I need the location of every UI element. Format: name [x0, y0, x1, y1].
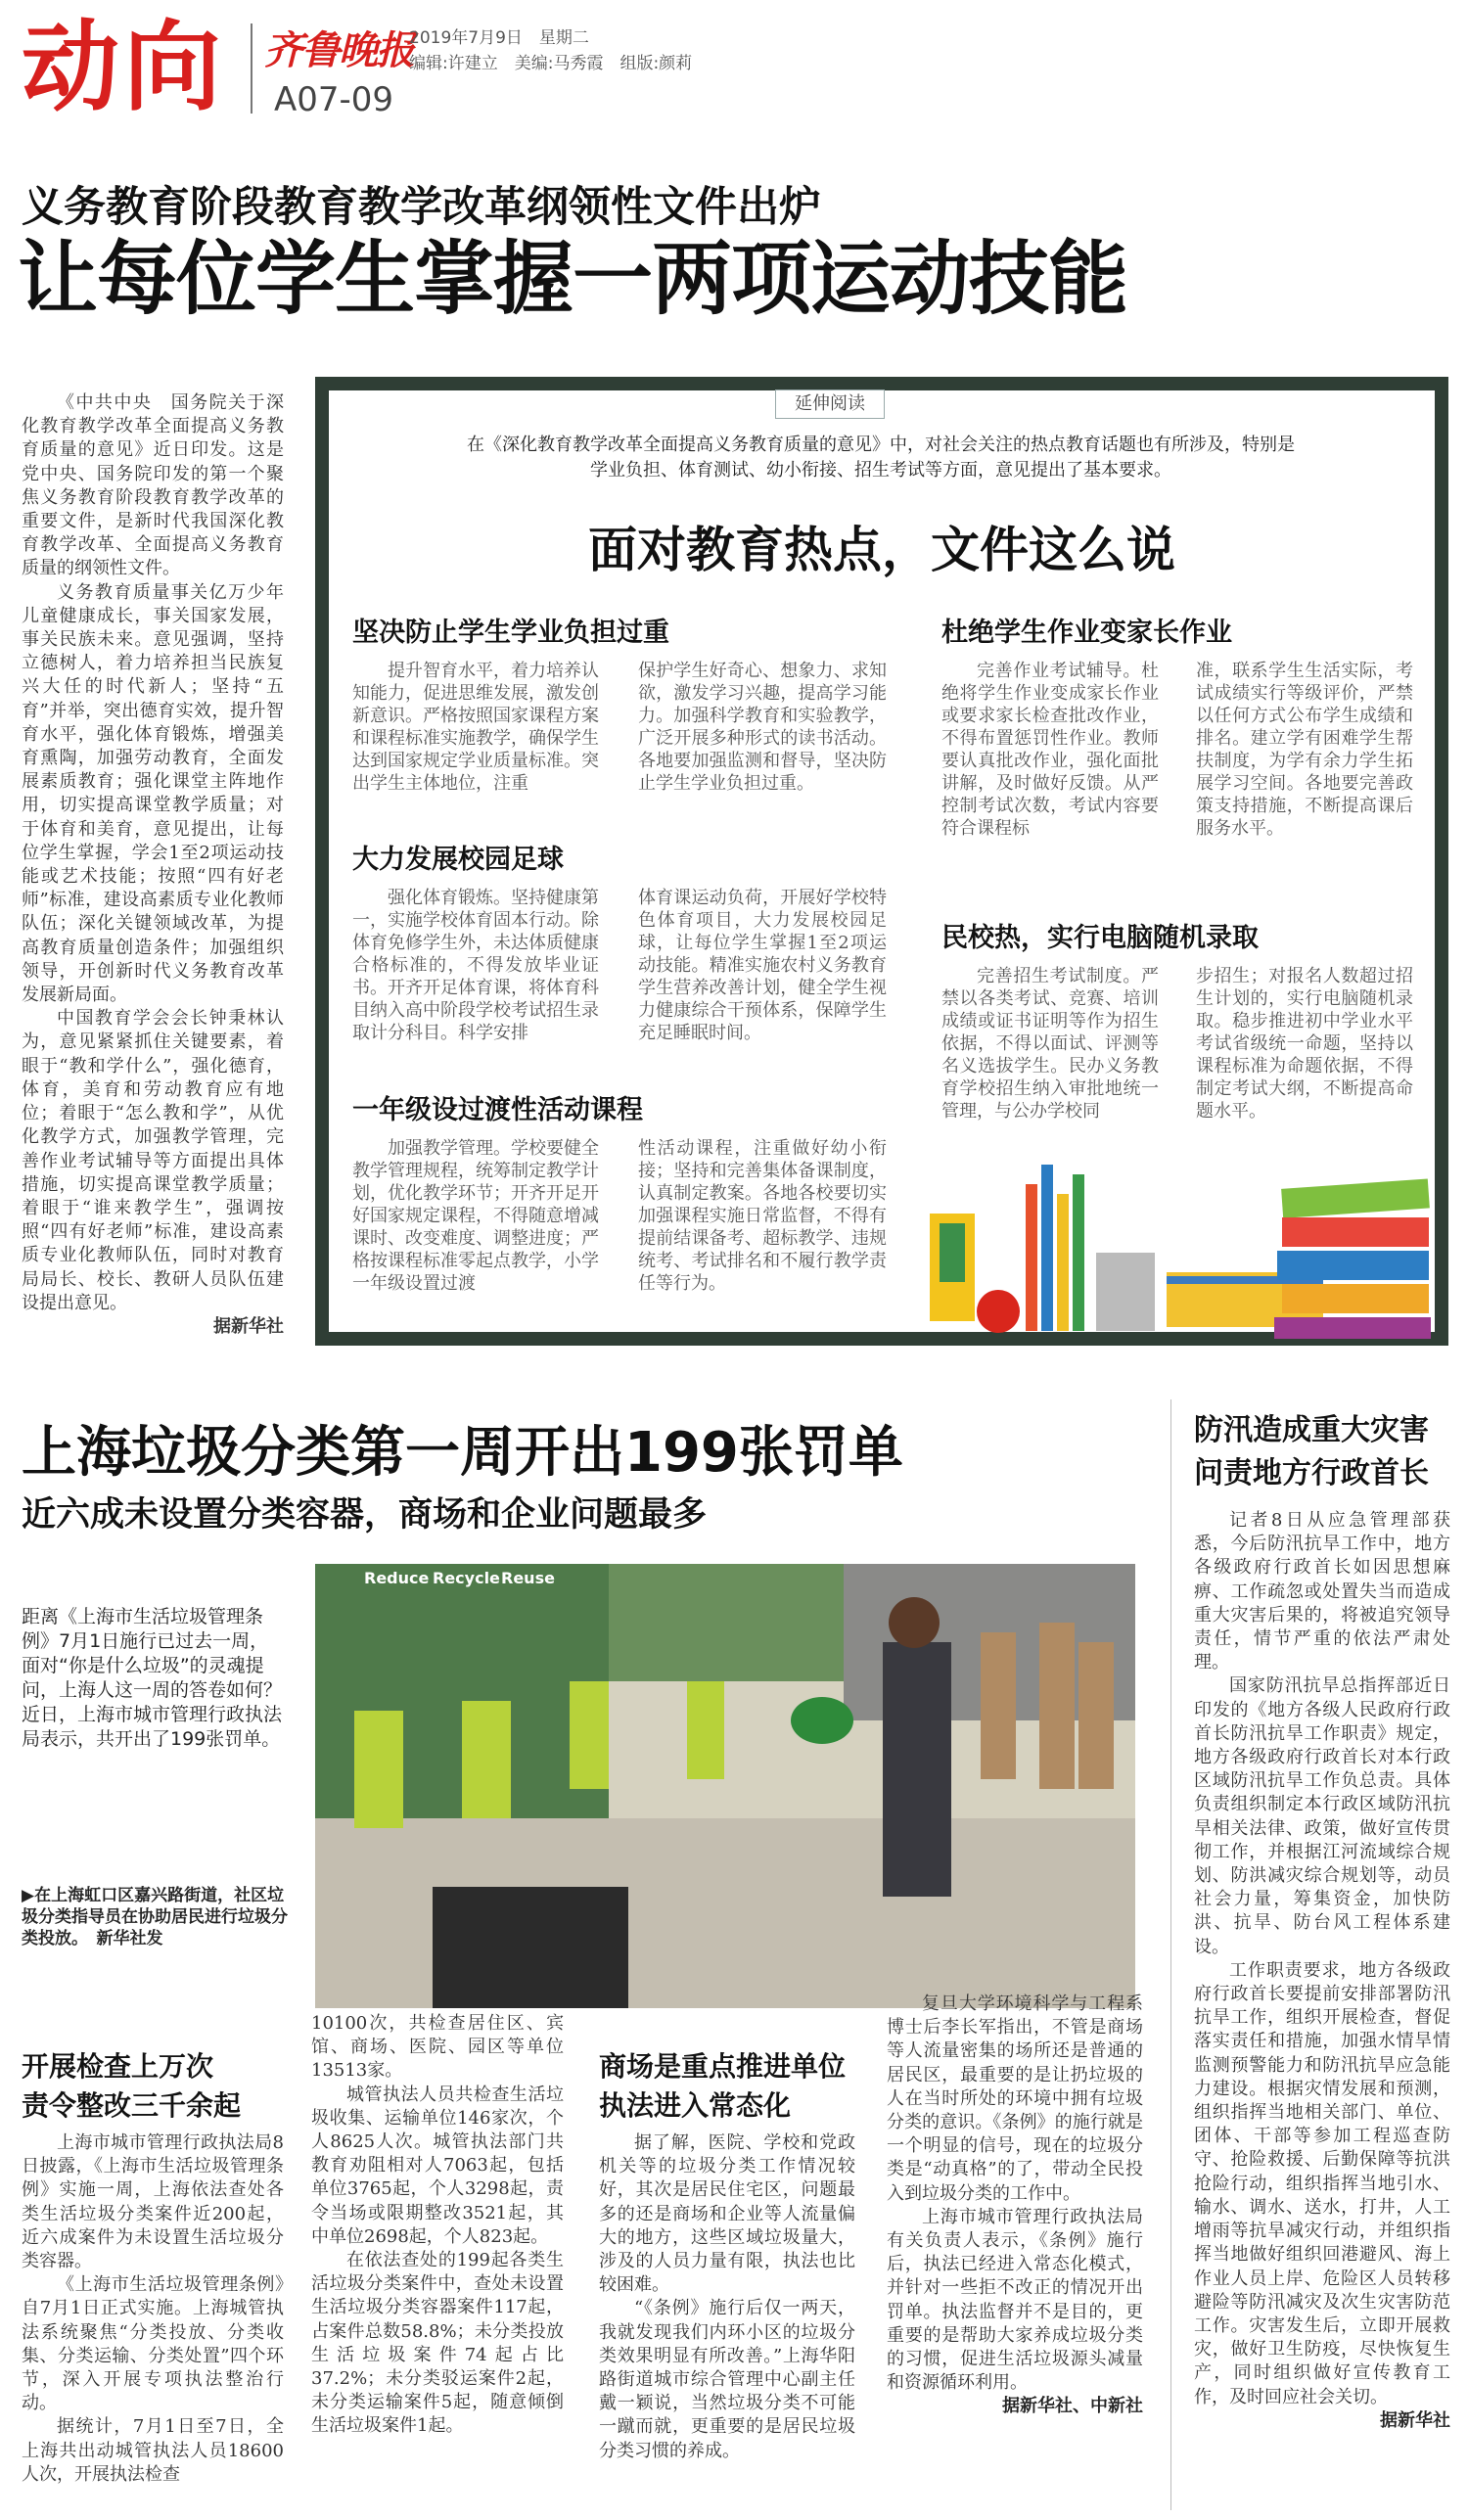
pencil-icon: [1026, 1184, 1037, 1331]
story2-headline: 上海垃圾分类第一周开出199张罚单: [22, 1421, 903, 1485]
section-text: 体育课运动负荷，开展好学校特色体育项目，大力发展校园足球，让每位学生掌握1至2项运动技能。精准实施农村义务教育学生营养改善计划，健全学生视力健康综合干预体系，保障学生充足睡眠时间。: [638, 888, 887, 1043]
recycle-sign: Reduce: [364, 1569, 430, 1587]
story2-credit: 据新华社、中新社: [1002, 2396, 1143, 2417]
school-supplies-illustration: [910, 1155, 1439, 1341]
section-heading: 民校热，实行电脑随机录取: [941, 923, 1259, 953]
story2-paragraph: 《上海市生活垃圾管理条例》自7月1日正式实施。上海城管执法系统聚焦“分类投放、分类收集、分类运输、分类处置”四个环节，深入开展专项执法整治行动。: [22, 2274, 284, 2414]
story3-paragraph: 记者8日从应急管理部获悉，今后防汛抗旱工作中，地方各级政府行政首长如因思想麻痹、工作疏忽或处置失当而造成重大灾害后果的，将被追究领导责任，情节严重的依法严肃处理。: [1194, 1510, 1450, 1673]
section-text: 完善招生考试制度。严禁以各类考试、竞赛、培训成绩或证书证明等作为招生依据，不得以面试、评测等名义选拔学生。民办义务教育学校招生纳入审批地统一管理，与公办学校同: [941, 966, 1159, 1122]
section-text: 保护学生好奇心、想象力、求知欲，激发学习兴趣，提高学习能力。加强科学教育和实验教学，广泛开展多种形式的读书活动。各地要加强监测和督导，坚决防止学生学业负担过重。: [638, 661, 887, 794]
recycle-sign: Recycle: [433, 1569, 500, 1587]
story2-paragraph: 复旦大学环境科学与工程系博士后李长军指出，不管是商场等人流量密集的场所还是普通的居民区，最重要的是让扔垃圾的人在当时所处的环境中拥有垃圾分类的意识。《条例》的施行就是一个明显的信号，现在的垃圾分类是“动真格”的了，带动全民投入到垃圾分类的工作中。: [887, 1993, 1143, 2204]
pencil-icon: [1041, 1165, 1053, 1331]
section-body: [352, 660, 599, 795]
story2-paragraph: 上海市城市管理行政执法局有关负责人表示，《条例》施行后，执法已经进入常态化模式，并针对一些拒不改正的情况开出罚单。执法监督并不是目的，更重要的是帮助大家养成垃圾分类的习惯，促进生活垃圾源头减量和资源循环利用。: [887, 2206, 1143, 2394]
photo-caption: ▶在上海虹口区嘉兴路街道，社区垃圾分类指导员在协助居民进行垃圾分类投放。 新华社发: [22, 1886, 288, 1948]
calculator-icon: [1096, 1253, 1155, 1331]
story3-headline: [1194, 1409, 1429, 1495]
story2-column-c: [599, 2131, 855, 2463]
editor-credits: 编辑:许建立 美编:马秀霞 组版:颜莉: [409, 54, 693, 73]
watermelon-icon: [791, 1697, 853, 1744]
pencil-icon: [1073, 1174, 1084, 1331]
section-body: [352, 1137, 599, 1295]
story2-column-a: [22, 2131, 284, 2487]
section-text: 强化体育锻炼。坚持健康第一，实施学校体育固本行动。除体育免修学生外，未达体质健康合格标准的，不得发放毕业证书。开齐开足体育课，将体育科目纳入高中阶段学校考试招生录取计分科目。科学安排: [352, 888, 599, 1043]
story2-lede: 距离《上海市生活垃圾管理条例》7月1日施行已过去一周，面对“你是什么垃圾”的灵魂提问，上海人这一周的答卷如何？近日，上海市城市管理行政执法局表示，共开出了199张罚单。: [22, 1606, 283, 1750]
book-icon: [1282, 1284, 1429, 1313]
newspaper-logo: 齐鲁晚报: [264, 27, 413, 73]
story1-credit: 据新华社: [213, 1315, 284, 1337]
story2-paragraph: 据统计，7月1日至7日，全上海共出动城管执法人员18600人次，开展执法检查: [22, 2416, 284, 2485]
wall-panel: [609, 1564, 844, 1681]
story2-column-d: [887, 1993, 1143, 2419]
recycle-sign: Reuse: [501, 1569, 555, 1587]
extended-reading-tag: 延伸阅读: [775, 389, 885, 419]
apple-icon: [977, 1290, 1020, 1333]
story2-paragraph: 城管执法人员共检查生活垃圾收集、运输单位146家次，个人8625人次。城管执法部门共教育劝阻相对人7063起，包括单位3765起，个人3298起，责令当场或限期整改3521起，其中单位2698起，个人823起。: [311, 2084, 564, 2247]
section-body: [941, 660, 1159, 840]
story2-subhead-c: [599, 2047, 846, 2126]
story2-subhead-a: [22, 2047, 241, 2126]
book-icon: [1274, 1317, 1431, 1339]
story3-credit: 据新华社: [1380, 2409, 1450, 2431]
section-text: 性活动课程，注重做好幼小衔接；坚持和完善集体备课制度，认真制定教案。各地各校要切实加强课程实施日常监督，不得有提前结课备考、超标教学、违规统考、考试排名和不履行教学责任等行为。: [638, 1138, 887, 1294]
section-body: [638, 1137, 887, 1295]
story1-paragraph: 义务教育质量事关亿万少年儿童健康成长，事关国家发展，事关民族未来。意见强调，坚持立德树人，着力培养担当民族复兴大任的时代新人；坚持“五育”并举，突出德育实效，提升智育水平，强化体育锻炼，增强美育熏陶，加强劳动教育，全面发展素质教育；强化课堂主阵地作用，切实提高课堂教学质量；对于体育和美育，意见提出，让每位学生掌握，学会1至2项运动技能或艺术技能；按照“四有好老师”标准，建设高素质专业化教师队伍；深化关键领域改革，为提高教育质量创造条件；加强组织领导，开创新时代义务教育改革发展新局面。: [22, 581, 284, 1006]
story2-paragraph: 上海市城市管理行政执法局8日披露，《上海市生活垃圾管理条例》实施一周，上海依法查处各类生活垃圾分类案件近200起，近六成案件为未设置生活垃圾分类容器。: [22, 2132, 284, 2272]
section-body: [638, 887, 887, 1044]
publication-date: 2019年7月9日 星期二: [409, 28, 589, 48]
section-text: 加强教学管理。学校要健全教学管理规程，统筹制定教学计划，优化教学环节；开齐开足开好国家规定课程，不得随意增减课时、改变难度、调整进度；严格按课程标准零起点教学，小学一年级设置过渡: [352, 1138, 599, 1294]
bystanders: [981, 1623, 1114, 1789]
story3-headline-line: 防汛造成重大灾害: [1194, 1413, 1429, 1447]
section-title: 动向: [22, 10, 225, 124]
story2-paragraph: “《条例》施行后仅一两天，我就发现我们内环小区的垃圾分类效果明显有所改善。”上海华阳路街道城市综合管理中心副主任戴一颖说，当然垃圾分类不可能一蹴而就，更重要的是居民垃圾分类习惯的养成。: [599, 2298, 855, 2461]
page-number: A07-09: [274, 80, 394, 119]
story2-paragraph: 在依法查处的199起各类生活垃圾分类案件中，查处未设置生活垃圾分类容器案件117起，占案件总数58.8%；未分类投放生活垃圾案件74起占比37.2%；未分类驳运案件2起，未分类运输案件5起，随意倾倒生活垃圾案件1起。: [311, 2250, 564, 2437]
pencil-icon: [1057, 1194, 1069, 1331]
section-body: [1196, 965, 1413, 1123]
section-text: 准，联系学生生活实际，考试成绩实行等级评价，严禁以任何方式公布学生成绩和排名。建立学有困难学生帮扶制度，为学有余力学生拓展学习空间。各地要完善政策支持措施，不断提高课后服务水平。: [1196, 661, 1413, 839]
story2-subheadline: 近六成未设置分类容器，商场和企业问题最多: [22, 1495, 708, 1535]
section-heading: 杜绝学生作业变家长作业: [941, 618, 1232, 648]
news-photo: [315, 1564, 1135, 2008]
story1-body: [22, 391, 284, 1339]
story3-paragraph: 国家防汛抗旱总指挥部近日印发的《地方各级人民政府行政首长防汛抗旱工作职责》规定，地方各级政府行政首长对本行政区域防汛抗旱工作负总责。具体负责组织制定本行政区域防汛抗旱相关法律、政策，做好宣传贯彻工作，并根据江河流域综合规划、防洪减灾综合规划等，动员社会力量，筹集资金，加快防洪、抗旱、防台风工程体系建设。: [1194, 1675, 1450, 1957]
book-icon: [1282, 1217, 1429, 1247]
story3-paragraph: 工作职责要求，地方各级政府行政首长要提前安排部署防汛抗旱工作，组织开展检查，督促落实责任和措施，加强水情旱情监测预警能力和防汛抗旱应急能力建设。根据灾情发展和预测，组织指挥当地相关部门、单位、团体、干部等参加工程巡查防守、抢险救援、后勤保障等抗洪抢险行动，组织指挥当地引水、输水、调水、送水，打井，人工增雨等抗旱减灾行动，并组织指挥当地做好组织回港避风、海上作业人员上岸、危险区人员转移避险等防汛减灾及次生灾害防范工作。灾害发生后，立即开展救灾，做好卫生防疫，尽快恢复生产，同时组织做好宣传教育工作，及时回应社会关切。: [1194, 1959, 1450, 2407]
story2-subhead-c-line: 执法进入常态化: [599, 2089, 792, 2122]
section-heading: 坚决防止学生学业负担过重: [352, 618, 669, 648]
section-body: [1196, 660, 1413, 840]
section-body: [941, 965, 1159, 1123]
trash-bin-icon: [433, 1887, 628, 2008]
book-icon: [1277, 1251, 1429, 1280]
story2-column-b: [311, 2012, 564, 2439]
section-body: [352, 887, 599, 1044]
section-heading: 大力发展校园足球: [352, 845, 564, 875]
story1-paragraph: 中国教育学会会长钟秉林认为，意见紧紧抓住关键要素，着眼于“教和学什么”，强化德育，体育，美育和劳动教育应有地位；着眼于“怎么教和学”，从优化教学方式，加强教学管理，完善作业考试辅导等方面提出具体措施，切实提高课堂教学质量；着眼于“谁来教学生”，强调按照“四有好老师”标准，建设高素质专业化教师队伍，同时对教育局局长、校长、教研人员队伍建设提出意见。: [22, 1008, 284, 1313]
story2-paragraph: 10100次，共检查居住区、宾馆、商场、医院、园区等单位13513家。: [311, 2013, 564, 2082]
story2-subhead-a-line: 开展检查上万次: [22, 2050, 214, 2083]
story2-subhead-c-line: 商场是重点推进单位: [599, 2050, 847, 2083]
section-heading: 一年级设过渡性活动课程: [352, 1095, 643, 1125]
story3-body: [1194, 1509, 1450, 2433]
header-divider: [251, 23, 252, 114]
section-body: [638, 660, 887, 795]
story2-paragraph: 据了解，医院、学校和党政机关等的垃圾分类工作情况较好，其次是居民住宅区，问题最多的还是商场和企业等人流量偏大的地方，这些区域垃圾量大，涉及的人员力量有限，执法也比较困难。: [599, 2132, 855, 2296]
section-text: 完善作业考试辅导。杜绝将学生作业变成家长作业或要求家长检查批改作业，不得布置惩罚性作业。教师要认真批改作业，强化面批讲解，及时做好反馈。从严控制考试次数，考试内容要符合课程标: [941, 661, 1159, 839]
extended-intro: 在《深化教育教学改革全面提高义务教育质量的意见》中，对社会关注的热点教育话题也有所涉及，特别是学业负担、体育测试、幼小衔接、招生考试等方面，意见提出了基本要求。: [467, 435, 1295, 481]
book-cover-icon: [940, 1223, 965, 1282]
story1-kicker: 义务教育阶段教育教学改革纲领性文件出炉: [22, 183, 821, 232]
story1-headline: 让每位学生掌握一两项运动技能: [18, 233, 1128, 326]
section-text: 提升智育水平，着力培养认知能力，促进思维发展，激发创新意识。严格按照国家课程方案和课程标准实施教学，确保学生达到国家规定学业质量标准。突出学生主体地位，注重: [352, 661, 599, 794]
story1-paragraph: 《中共中央 国务院关于深化教育教学改革全面提高义务教育质量的意见》近日印发。这是党中央、国务院印发的第一个聚焦义务教育阶段教育教学改革的重要文件，是新时代我国深化教育教学改革、全面提高义务教育质量的纲领性文件。: [22, 392, 284, 579]
extended-title: 面对教育热点，文件这么说: [588, 522, 1175, 578]
story2-subhead-a-line: 责令整改三千余起: [22, 2089, 242, 2122]
column-divider: [1170, 1399, 1171, 2510]
book-icon: [1281, 1178, 1430, 1217]
story3-headline-line: 问责地方行政首长: [1194, 1456, 1429, 1490]
section-text: 步招生；对报名人数超过招生计划的，实行电脑随机录取。稳步推进初中学业水平考试省级统一命题，坚持以课程标准为命题依据，不得制定考试大纲，不断提高命题水平。: [1196, 966, 1413, 1122]
